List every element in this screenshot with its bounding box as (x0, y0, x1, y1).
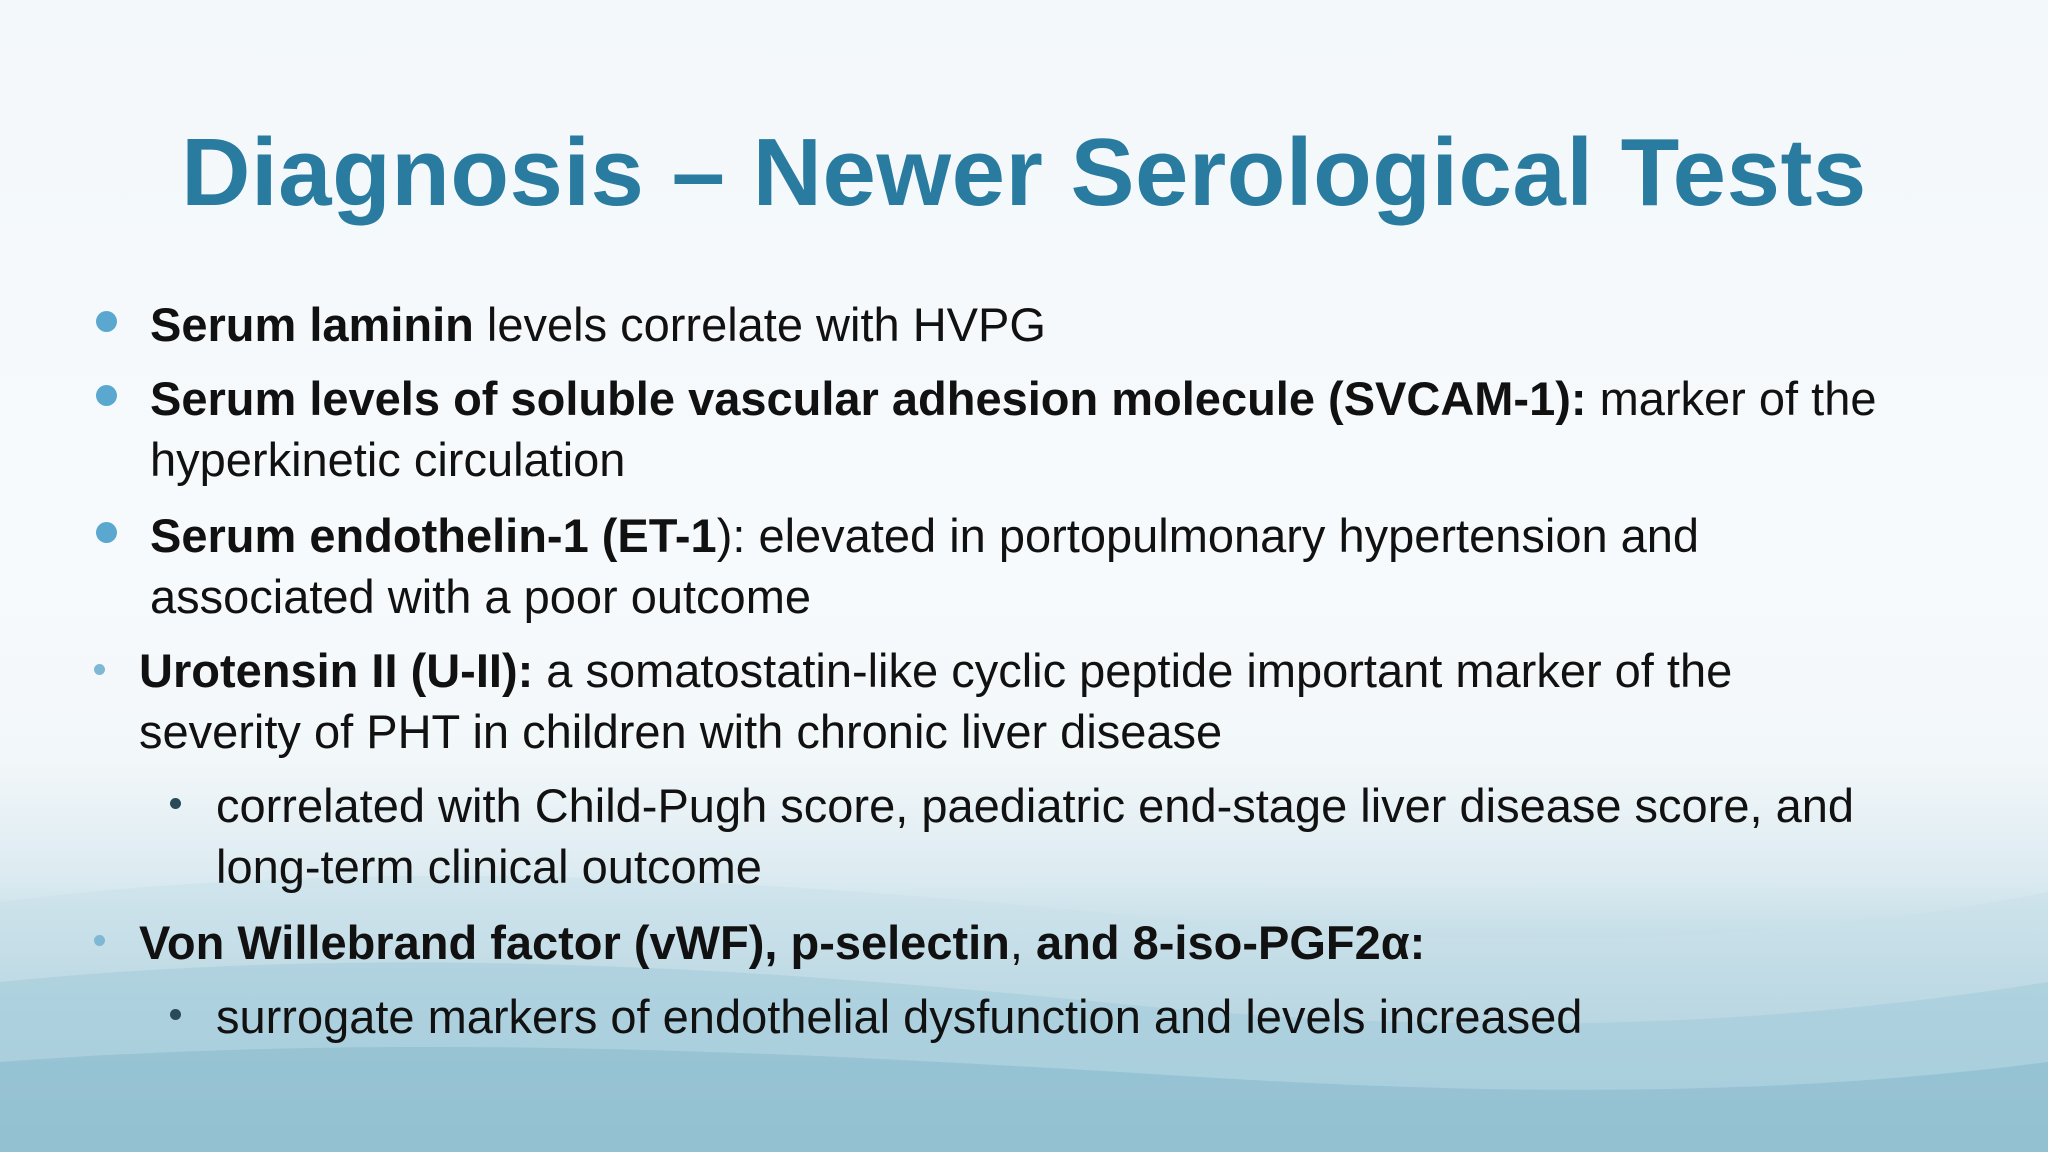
bullet-marker (94, 664, 105, 675)
bullet-text: marker of the hyperkinetic circulation (150, 372, 1877, 486)
sub-bullet-marker (170, 798, 181, 809)
bullet-text: levels correlate with HVPG (473, 298, 1046, 351)
bullet-item-serum-laminin (150, 294, 1990, 355)
bullet-text: a somatostatin-like cyclic peptide important marker of the severity of PHT in children with chronic liver disease (139, 644, 1733, 758)
bullet-item-endothelin (150, 505, 1910, 627)
bullet-text: ): elevated in portopulmonary hypertension and associated with a poor outcome (150, 509, 1700, 623)
bullet-bold-text-2: and 8-iso-PGF2α: (1036, 916, 1426, 969)
sub-bullet-marker (170, 1009, 181, 1020)
bullet-bold-text: Serum endothelin-1 (ET-1 (150, 509, 717, 562)
bullet-marker (96, 385, 117, 406)
sub-bullet-item-urotensin (216, 775, 1916, 897)
bullet-bold-text: Urotensin II (U-II): (139, 644, 534, 697)
bullet-bold-text: Serum laminin (150, 298, 474, 351)
bullet-item-svcam (150, 368, 1970, 490)
bullet-marker (94, 935, 105, 946)
bullet-bold-text: Serum levels of soluble vascular adhesion molecule (SVCAM-1): (150, 372, 1587, 425)
bullet-item-urotensin (139, 640, 1899, 762)
bullet-text: , (1009, 916, 1037, 969)
sub-bullet-text: surrogate markers of endothelial dysfunction and levels increased (216, 990, 1583, 1043)
sub-bullet-text: correlated with Child-Pugh score, paediatric end-stage liver disease score, and long-term clinical outcome (216, 779, 1855, 893)
bullet-item-vwf (139, 912, 1939, 973)
slide-title: Diagnosis – Newer Serological Tests (181, 119, 1867, 226)
bullet-marker (96, 311, 117, 332)
sub-bullet-item-vwf (216, 986, 1976, 1047)
bullet-marker (96, 522, 117, 543)
bullet-bold-text: Von Willebrand factor (vWF), p-selectin (139, 916, 1010, 969)
